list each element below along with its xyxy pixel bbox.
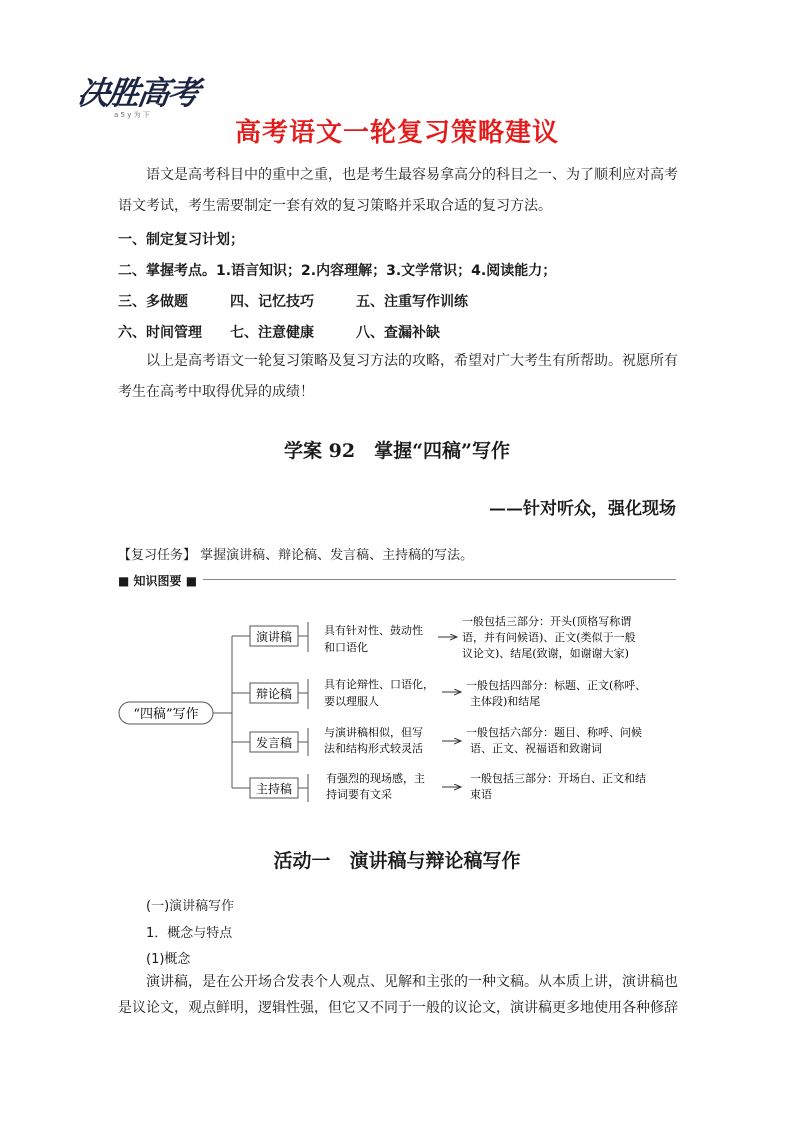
point-4: 四、记忆技巧 [230,294,314,310]
review-task: 【复习任务】 掌握演讲稿、辩论稿、发言稿、主持稿的写法。 [118,548,474,563]
point-line-1: 一、制定复习计划； [118,232,244,248]
point-7: 七、注意健康 [230,325,314,341]
branch-4-feature-2: 持词要有文采 [326,788,392,801]
branch-2-feature-1: 具有论辩性、口语化， [324,678,434,691]
branch-3-feature-1: 与演讲稿相似，但写 [324,726,423,739]
lesson-title: 学案 92 掌握“四稿”写作 [284,440,510,462]
logo-sub: a 5 y 为 下 [114,111,150,119]
sub-subsection-heading: (1)概念 [146,952,191,967]
branch-2-feature-2: 要以理服人 [324,695,379,708]
point-8: 八、查漏补缺 [356,325,440,341]
point-5: 五、注重写作训练 [356,294,468,310]
branch-1-feature-2: 和口语化 [324,641,368,654]
branch-4-structure-1: 一般包括三部分：开场白、正文和结 [470,772,646,785]
branch-1-structure-3: 议论文)、结尾(致谢，如谢谢大家) [462,647,629,660]
branch-1-structure-2: 语，并有问候语)、正文(类似于一般 [462,631,636,644]
branch-2-label: 辩论稿 [255,687,293,701]
branch-3-label: 发言稿 [255,736,293,750]
branch-1-label: 演讲稿 [255,630,293,644]
logo-text: 决胜高考 [75,74,201,112]
branch-3-structure-2: 语、正文、祝福语和致谢词 [470,742,602,755]
point-6: 六、时间管理 [118,325,202,341]
concept-paragraph: 演讲稿，是在公开场合发表个人观点、见解和主张的一种文稿。从本质上讲，演讲稿也是议论文，观点鲜明，逻辑性强，但它又不同于一般的议论文，演讲稿更多地使用各种修辞 [118,974,678,1016]
branch-1-structure-1: 一般包括三部分：开头(顶格写称谓 [462,615,632,628]
closing-paragraph: 以上是高考语文一轮复习策略及复习方法的攻略，希望对广大考生有所帮助。祝愿所有考生在高考中取得优异的成绩！ [118,353,678,400]
section-heading: (一)演讲稿写作 [146,899,235,914]
branch-4-feature-1: 有强烈的现场感，主 [326,772,425,785]
branch-3-structure-1: 一般包括六部分：题目、称呼、问候 [466,726,642,739]
branch-3-feature-2: 法和结构形式较灵活 [324,742,423,755]
branch-4-label: 主持稿 [255,782,293,796]
branch-2-structure-2: 主体段)和结尾 [470,695,541,708]
lesson-subtitle: ——针对听众，强化现场 [489,499,676,519]
point-line-2: 二、掌握考点。1.语言知识；2.内容理解；3.文学常识；4.阅读能力； [118,263,557,279]
intro-paragraph: 语文是高考科目中的重中之重，也是考生最容易拿高分的科目之一、为了顺利应对高考语文考试，考生需要制定一套有效的复习策略并采取合适的复习方法。 [118,167,678,214]
point-3: 三、多做题 [118,294,188,310]
document-title: 高考语文一轮复习策略建议 [234,118,559,148]
activity-title: 活动一 演讲稿与辩论稿写作 [273,850,521,872]
branch-2-structure-1: 一般包括四部分：标题、正文(称呼、 [466,679,647,692]
branch-4-structure-2: 束语 [470,788,492,801]
knowledge-map-label: ■ 知识图要 ■ [118,572,203,589]
subsection-heading: 1．概念与特点 [146,926,233,941]
root-label: “四稿”写作 [133,707,199,722]
branch-1-feature-1: 具有针对性、鼓动性 [324,624,423,637]
